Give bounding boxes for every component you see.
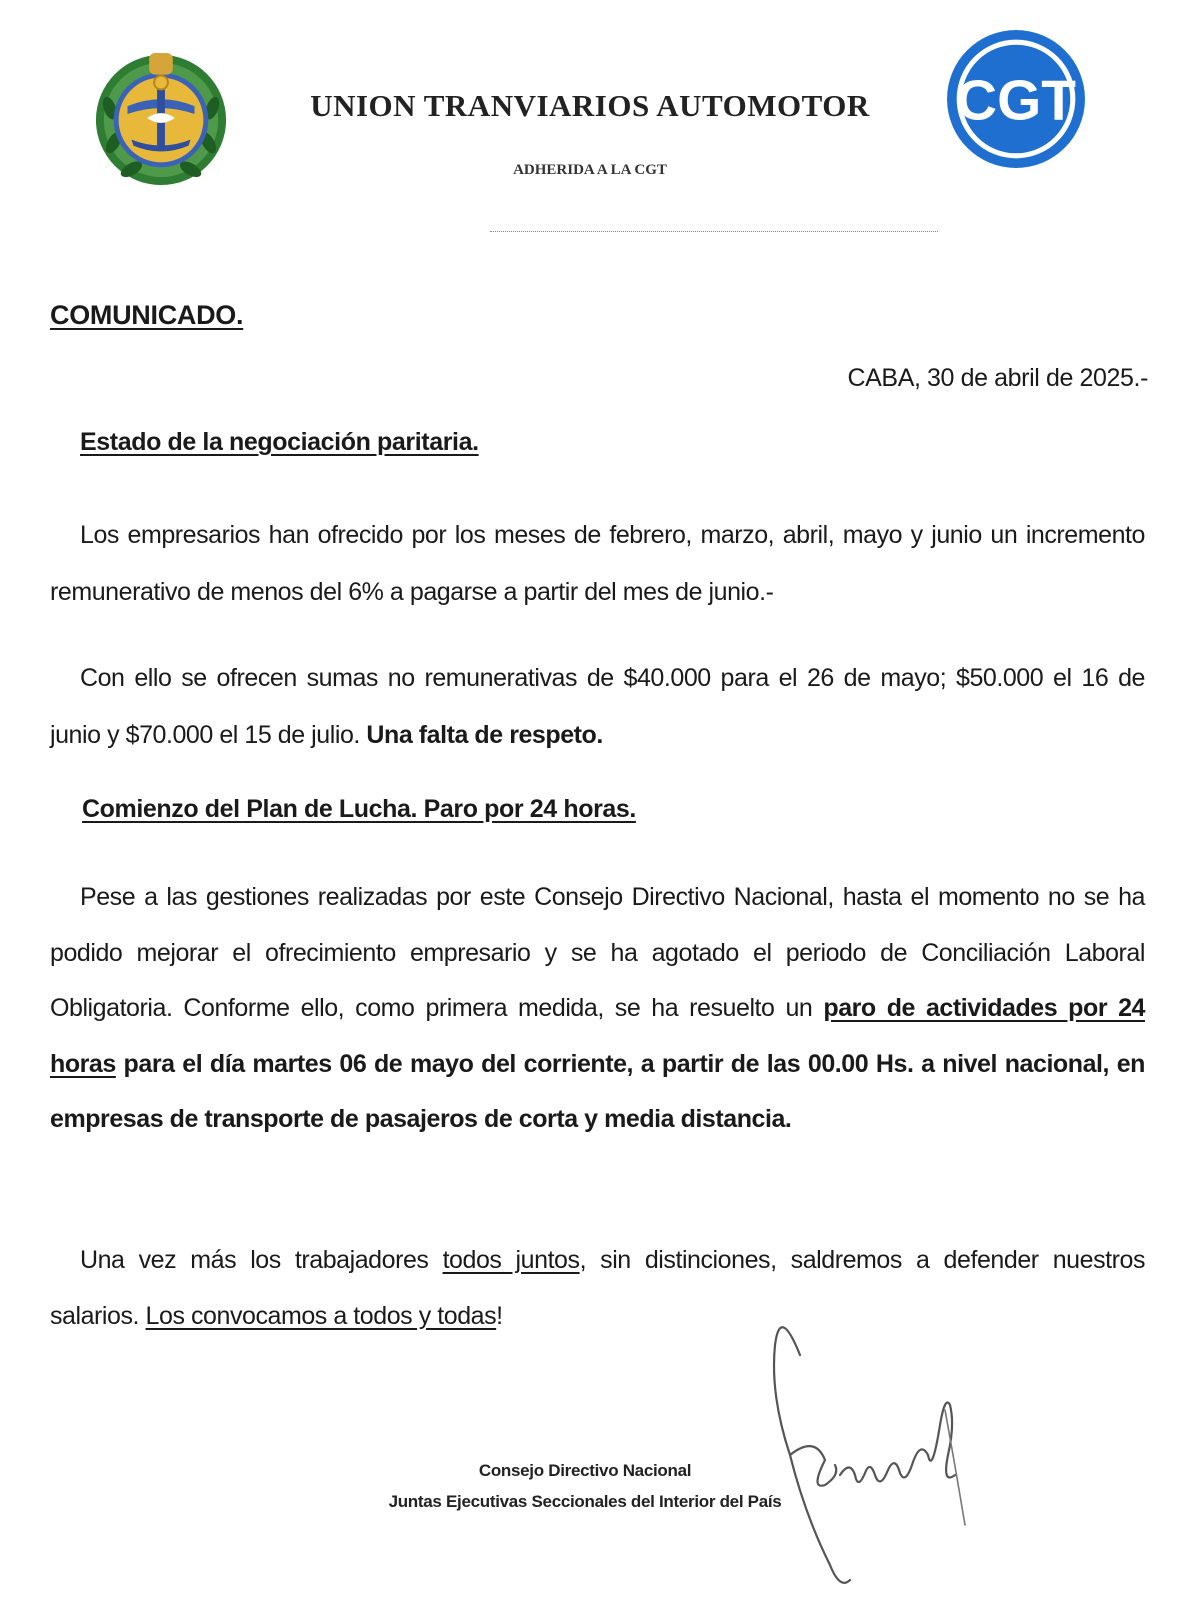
- signature-line-council: Consejo Directivo Nacional: [478, 1461, 692, 1480]
- paragraph-call-underlined-2: Los convocamos a todos y todas: [145, 1302, 497, 1330]
- paragraph-offer: Los empresarios han ofrecido por los meses de febrero, marzo, abril, mayo y junio un incremento remunerativo de menos del 6% a pagarse a partir del mes de junio.-: [50, 521, 1145, 606]
- section-heading-strike: Comienzo del Plan de Lucha. Paro por 24 horas.: [82, 795, 636, 823]
- document-date: CABA, 30 de abril de 2025.-: [847, 364, 1148, 392]
- paragraph-sums-text: Con ello se ofrecen sumas no remunerativas de $40.000 para el 26 de mayo; $50.000 el 16 de junio y $70.000 el 15 de julio.: [50, 664, 1145, 749]
- paragraph-call-end: !: [496, 1302, 503, 1330]
- section-heading-negotiation: Estado de la negociación paritaria.: [80, 428, 479, 456]
- signature-block: [330, 1455, 840, 1517]
- paragraph-strike: [50, 870, 1145, 1148]
- paragraph-sums-emphasis: Una falta de respeto.: [366, 721, 603, 749]
- paragraph-call-text-a: Una vez más los trabajadores: [80, 1246, 443, 1274]
- organization-subtitle: ADHERIDA A LA CGT: [513, 162, 667, 178]
- uta-seal-logo: [92, 48, 230, 188]
- signature-line-juntas: Juntas Ejecutivas Seccionales del Interior del País: [388, 1492, 782, 1511]
- organization-name: UNION TRANVIARIOS AUTOMOTOR: [310, 88, 870, 123]
- paragraph-call-text-b: , sin distinciones, saldremos a defender nuestros salarios.: [50, 1246, 1146, 1330]
- paragraph-sums: [50, 650, 1145, 764]
- paragraph-strike-details: para el día martes 06 de mayo del corriente, a partir de las 00.00 Hs. a nivel nacional, en empresas de transporte de pasajeros de corta y media distancia.: [50, 1049, 1145, 1133]
- cgt-logo: [945, 28, 1087, 170]
- paragraph-call-underlined: todos juntos: [442, 1246, 580, 1274]
- paragraph-strike-text: Pese a las gestiones realizadas por este Consejo Directivo Nacional, hasta el momento no se ha podido mejorar el ofrecimiento empresario y se ha agotado el periodo de Conciliación Laboral Obligatoria. Conforme ello, como primera medida, se ha resuelto un: [50, 883, 1145, 1022]
- header-divider: [490, 231, 938, 232]
- document-title: COMUNICADO.: [50, 300, 244, 330]
- paragraph-strike-highlight: paro de actividades por 24 horas: [50, 994, 1145, 1078]
- cgt-logo-text: CGT: [956, 69, 1076, 133]
